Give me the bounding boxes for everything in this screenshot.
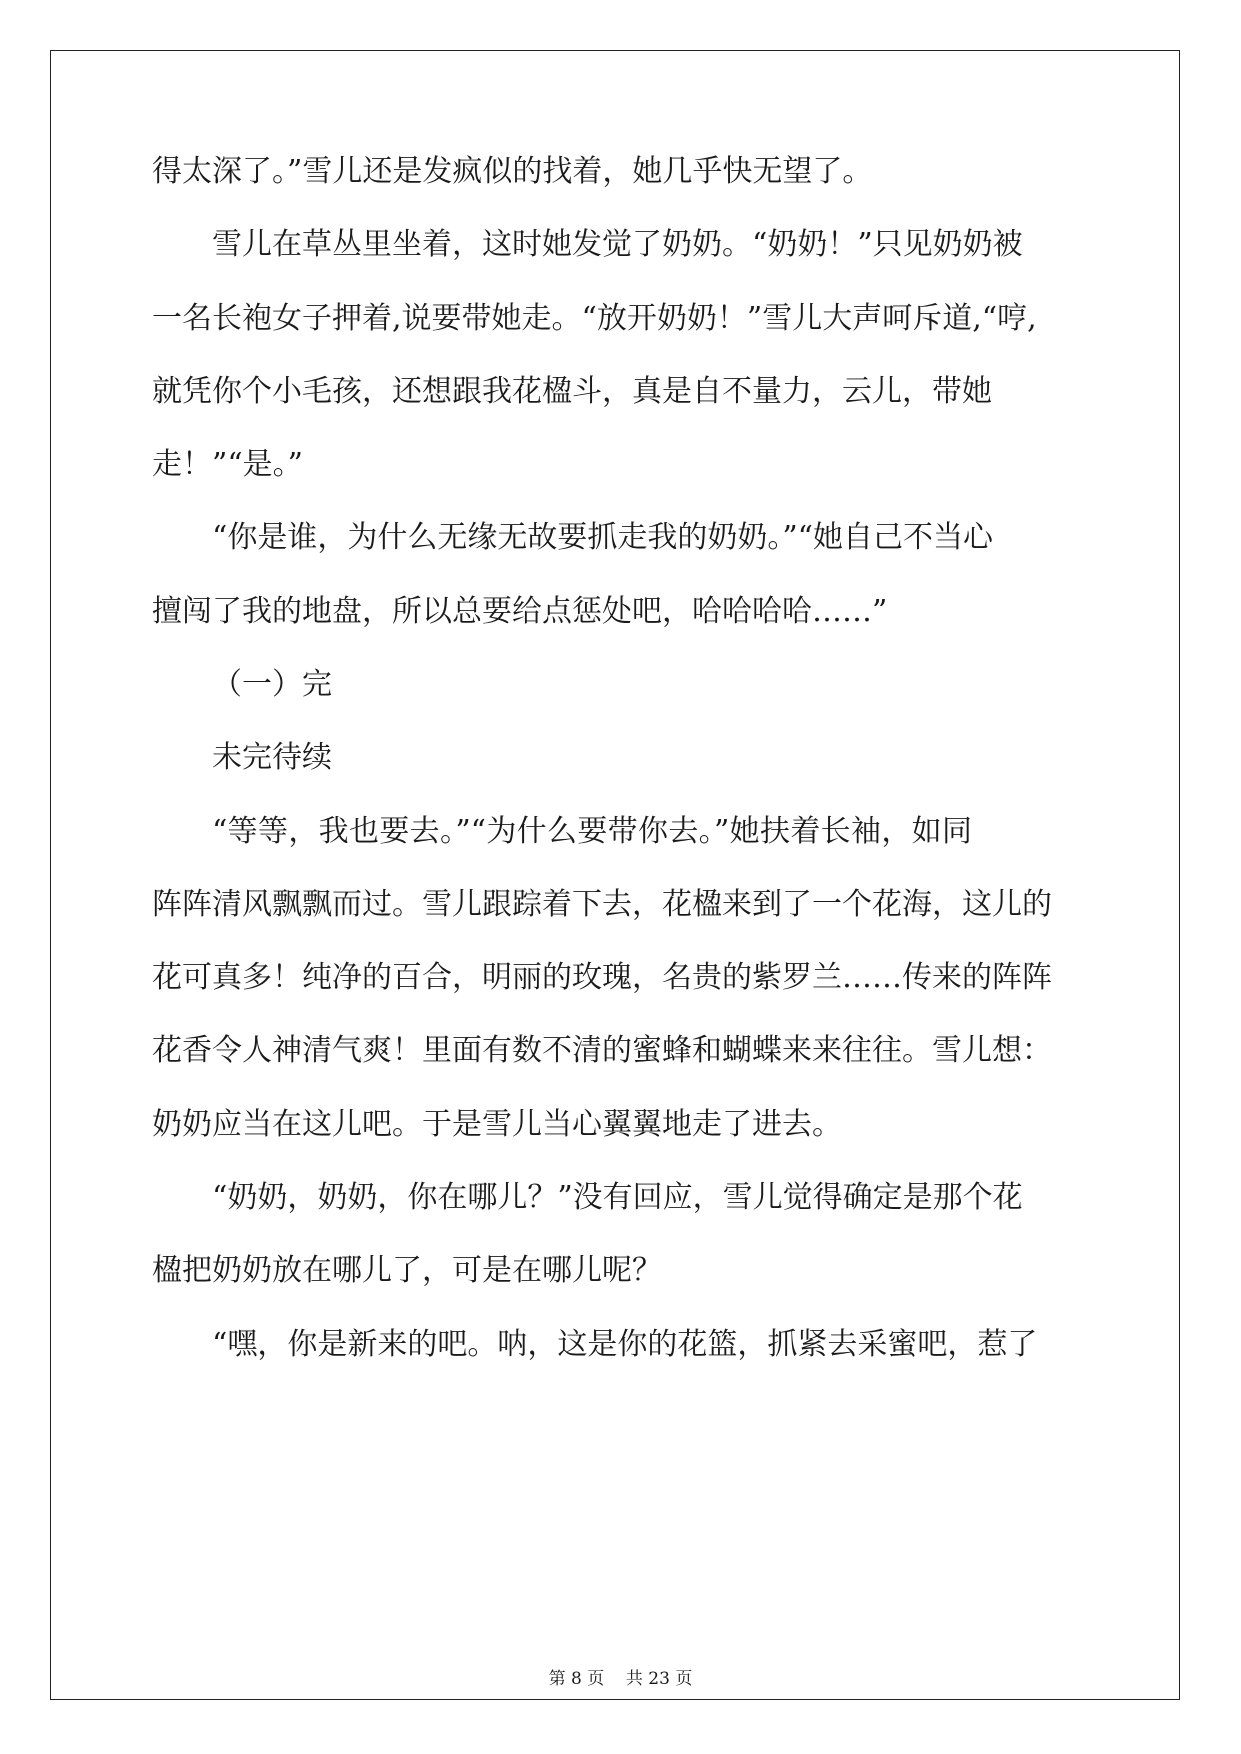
text-line: 得太深了。”雪儿还是发疯似的找着，她几乎快无望了。 <box>152 154 873 189</box>
text-line: “嘿，你是新来的吧。呐，这是你的花篮，抓紧去采蜜吧，惹了 <box>212 1327 1038 1362</box>
page-number-footer: 第 8 页 共 23 页 <box>548 1669 693 1689</box>
text-line: 阵阵清风飘飘而过。雪儿跟踪着下去，花楹来到了一个花海，这儿的 <box>152 887 1052 922</box>
text-line: 就凭你个小毛孩，还想跟我花楹斗，真是自不量力，云儿，带她 <box>152 374 992 409</box>
text-line: “奶奶，奶奶，你在哪儿？”没有回应，雪儿觉得确定是那个花 <box>212 1180 1023 1215</box>
text-line: 一名长袍女子押着,说要带她走。“放开奶奶！”雪儿大声呵斥道,“哼, <box>152 301 1037 336</box>
text-line: “你是谁，为什么无缘无故要抓走我的奶奶。”“她自己不当心 <box>212 520 994 555</box>
text-line: 花可真多！纯净的百合，明丽的玫瑰，名贵的紫罗兰……传来的阵阵 <box>152 960 1052 995</box>
text-line: 奶奶应当在这儿吧。于是雪儿当心翼翼地走了进去。 <box>152 1107 842 1142</box>
text-line: 雪儿在草丛里坐着，这时她发觉了奶奶。“奶奶！”只见奶奶被 <box>212 227 1023 262</box>
text-line: 走！”“是。” <box>152 447 304 482</box>
text-line: 擅闯了我的地盘，所以总要给点惩处吧，哈哈哈哈……” <box>152 594 888 629</box>
text-line: “等等，我也要去。”“为什么要带你去。”她扶着长袖，如同 <box>212 814 972 849</box>
text-line: 花香令人神清气爽！里面有数不清的蜜蜂和蝴蝶来来往往。雪儿想： <box>152 1033 1052 1068</box>
text-line: （一）完 <box>212 667 332 702</box>
page-border <box>50 50 1180 1700</box>
text-line: 未完待续 <box>212 740 332 775</box>
text-line: 楹把奶奶放在哪儿了，可是在哪儿呢？ <box>152 1253 662 1288</box>
